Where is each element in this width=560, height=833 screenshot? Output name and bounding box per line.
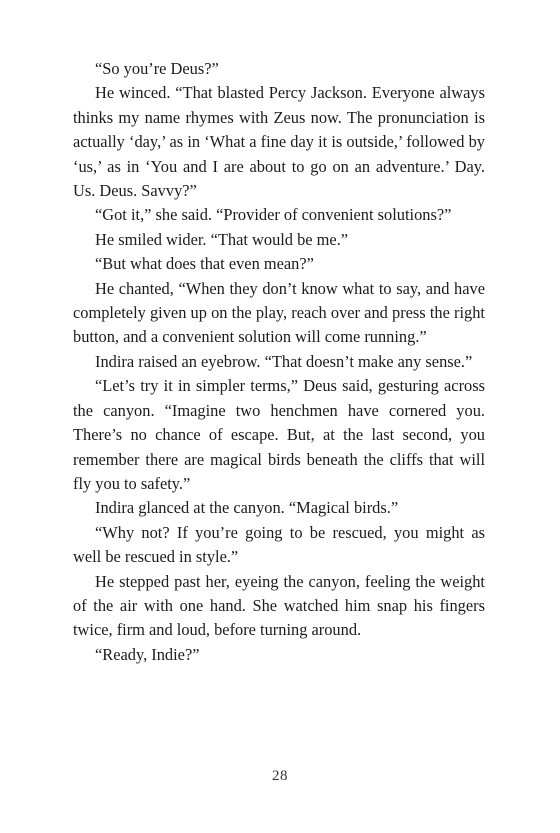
page-body [73, 57, 485, 667]
page-number: 28 [272, 768, 288, 784]
paragraph: He smiled wider. “That would be me.” [95, 229, 349, 249]
paragraph: Indira glanced at the canyon. “Magical birds.” [95, 498, 399, 518]
paragraph: “Let’s try it in simpler terms,” Deus said, gesturing across the canyon. “Imagine two henchmen have cornered you. There’s no chance of escape. But, at the last second, you remember there are magical birds beneath the cliffs that will fly you to safety.” [73, 376, 485, 493]
paragraph: “Got it,” she said. “Provider of convenient solutions?” [95, 205, 452, 225]
paragraph: “Why not? If you’re going to be rescued, you might as well be rescued in style.” [73, 522, 485, 567]
paragraph: Indira raised an eyebrow. “That doesn’t make any sense.” [95, 351, 473, 371]
paragraph: “But what does that even mean?” [95, 254, 314, 274]
paragraph: He chanted, “When they don’t know what to say, and have completely given up on the play, reach over and press the right button, and a convenient solution will come running.” [73, 278, 485, 347]
paragraph: “Ready, Indie?” [95, 644, 200, 664]
paragraph: “So you’re Deus?” [95, 59, 219, 78]
paragraph: He stepped past her, eyeing the canyon, feeling the weight of the air with one hand. She watched him snap his fingers twice, firm and loud, before turning around. [73, 571, 485, 640]
paragraph: He winced. “That blasted Percy Jackson. Everyone always thinks my name rhymes with Zeus now. The pronunciation is actually ‘day,’ as in ‘What a fine day it is outside,’ followed by ‘us,’ as in ‘You and I are about to go on an adventure.’ Day. Us. Deus. Savvy?” [73, 83, 485, 201]
